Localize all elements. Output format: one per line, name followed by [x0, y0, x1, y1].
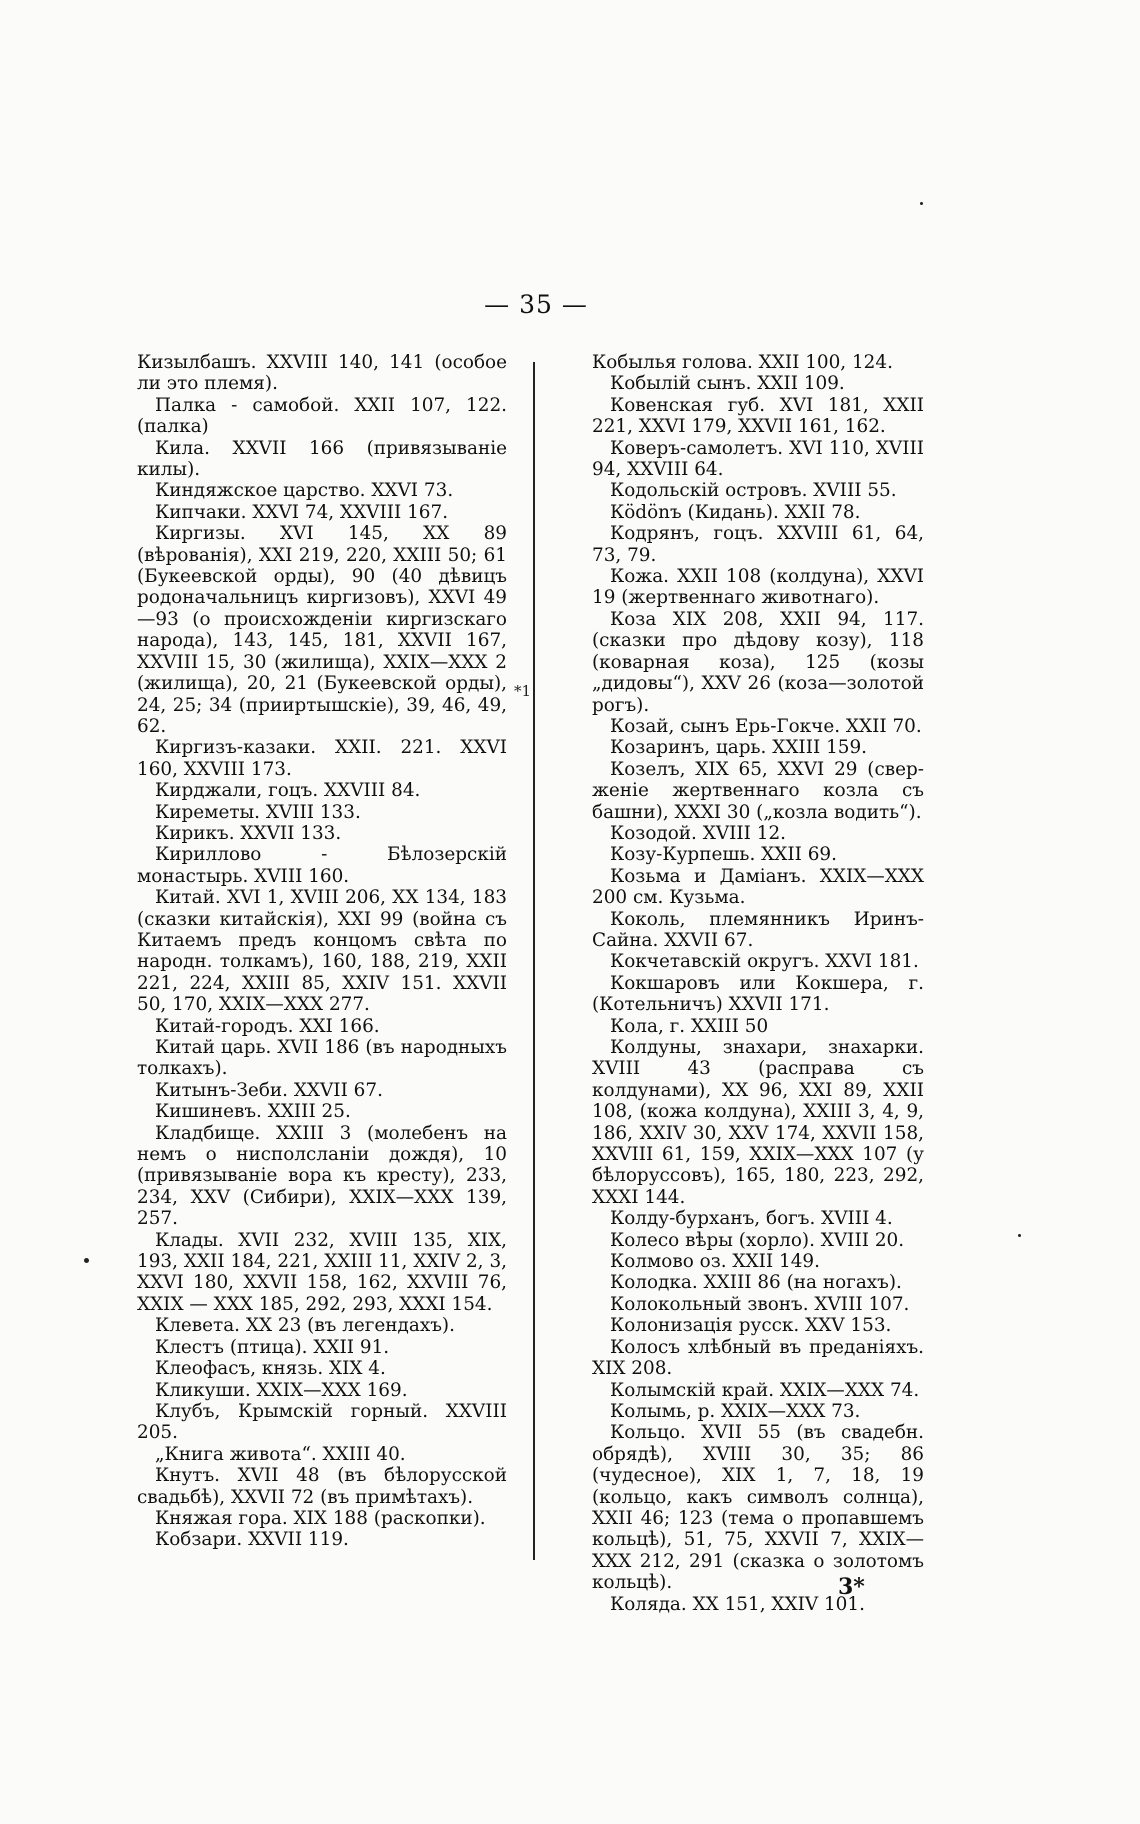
index-entry: Кила. XXVII 166 (привязываніе килы).: [137, 437, 507, 481]
index-entry: Козьма и Даміанъ. XXIX—XXX 200 см. Кузьма.: [592, 865, 924, 909]
index-entry: Колокольный звонъ. XVIII 107.: [610, 1293, 910, 1315]
index-entry: Палка - самобой. XXII 107, 122. (палка): [137, 394, 507, 438]
column-divider: [533, 362, 535, 1560]
index-column-left: [137, 352, 507, 1551]
index-entry: Козодой. XVIII 12.: [610, 822, 787, 844]
index-entry: Колесо вѣры (хорло). XVIII 20.: [610, 1229, 905, 1251]
index-entry: Киргизы. XVI 145, XX 89 (вѣрованія), XXI 219, 220, XXIII 50; 61 (Букеевской орды), 90 (40 дѣвицъ родоначальницъ киргизовъ), XXVI 49—93 (о происхожденіи киргизскаго народа), 143, 145, 181, XXVII 167, XXVIII 15, 30 (жилища), XXIX—XXX 2 (жилища), 20, 21 (Букеевской орды), 24, 25; 34 (прииртышскіе), 39, 46, 49, 62.: [137, 523, 507, 737]
index-entry: Кола, г. XXIII 50: [610, 1015, 769, 1037]
index-entry: Козаринъ, царь. XXIII 159.: [610, 737, 868, 759]
index-entry: Ковенская губ. XVI 181, XXII 221, XXVI 179, XXVII 161, 162.: [592, 394, 924, 438]
index-entry: „Книга живота“. XXIII 40.: [155, 1443, 406, 1465]
index-entry: Колонизація русск. XXV 153.: [610, 1315, 892, 1337]
index-entry: Кödönъ (Кидань). XXII 78.: [610, 501, 861, 523]
page-number: — 35 —: [484, 290, 588, 319]
index-entry: Колымь, р. XXIX—XXX 73.: [610, 1400, 861, 1422]
index-entry: Кокчетавскій округъ. XXVI 181.: [610, 951, 919, 973]
index-entry: Кнутъ. XVII 48 (въ бѣлорусской свадьбѣ), XXVII 72 (въ примѣтахъ).: [137, 1465, 507, 1508]
scan-speck: [920, 202, 923, 205]
index-entry: Козай, сынъ Ерь-Гокче. XXII 70.: [610, 715, 922, 737]
index-entry: Кольцо. XVII 55 (въ свадебн. обрядѣ), XVIII 30, 35; 86 (чудесное), XIX 1, 7, 18, 19 (кольцо, какъ символъ солнца), XXII 46; 123 (тема о пропавшемъ кольцѣ), 51, 75, XXVII 7, XXIX—XXX 212, 291 (сказка о золотомъ кольцѣ).: [592, 1422, 924, 1594]
index-entry: Китай-городъ. XXI 166.: [155, 1015, 380, 1037]
index-entry: Кобылій сынъ. XXII 109.: [610, 373, 845, 395]
index-entry: Кликуши. XXIX—XXX 169.: [155, 1379, 408, 1401]
index-entry: Киндяжское царство. XXVI 73.: [155, 480, 454, 502]
index-entry: Кобылья голова. XXII 100, 124.: [592, 352, 893, 373]
index-entry: Кипчаки. XXVI 74, XXVIII 167.: [155, 501, 449, 523]
index-entry: Клевета. XX 23 (въ легендахъ).: [155, 1315, 455, 1337]
index-column-right: [592, 352, 924, 1615]
index-entry: Киреметы. XVIII 133.: [155, 801, 361, 823]
scan-speck: [1018, 1234, 1021, 1237]
index-entry: Колодка. XXIII 86 (на ногахъ).: [610, 1272, 902, 1294]
index-entry: Кириллово - Бѣлозерскій монастырь. XVIII 160.: [137, 844, 507, 887]
index-entry: Кишиневъ. XXIII 25.: [155, 1101, 351, 1123]
index-entry: Киргизъ-казаки. XXII. 221. XXVI 160, XXVIII 173.: [137, 737, 507, 780]
index-entry: Коколь, племянникъ Иринъ-Сайна. XXVII 67.: [592, 908, 924, 951]
index-entry: Коза XIX 208, XXII 94, 117. (сказки про дѣдову козу), 118 (коварная коза), 125 (козы „дидовы“), XXV 26 (коза—золотой рогъ).: [592, 608, 924, 716]
index-entry: Кодрянъ, гоцъ. XXVIII 61, 64, 73, 79.: [592, 523, 924, 566]
index-entry: Козелъ, XIX 65, XXVI 29 (свер-женіе жертвеннаго козла съ башни), XXXI 30 („козла водить“).: [592, 758, 924, 823]
index-entry: Клестъ (птица). XXII 91.: [155, 1336, 390, 1358]
margin-note: *1: [514, 682, 532, 700]
index-entry: Кирикъ. XXVII 133.: [155, 822, 342, 844]
index-entry: Клеофасъ, князь. XIX 4.: [155, 1358, 386, 1380]
index-entry: Кирджали, гоцъ. XXVIII 84.: [155, 780, 421, 802]
index-entry: Кодольскій островъ. XVIII 55.: [610, 480, 897, 502]
index-entry: Колду-бурханъ, богъ. XVIII 4.: [610, 1208, 893, 1230]
index-entry: Кокшаровъ или Кокшера, г. (Котельничъ) XXVII 171.: [592, 972, 924, 1016]
scan-speck: [84, 1258, 89, 1263]
index-entry: Колымскій край. XXIX—XXX 74.: [610, 1379, 920, 1401]
index-entry: Колмово оз. XXII 149.: [610, 1251, 820, 1273]
index-entry: Китай. XVI 1, XVIII 206, XX 134, 183 (сказки китайскія), XXI 99 (война съ Китаемъ предъ концомъ свѣта по народн. толкамъ), 160, 188, 219, XXII 221, 224, XXIII 85, XXIV 151. XXVII 50, 170, XXIX—XXX 277.: [137, 887, 507, 1016]
index-entry: Клубъ, Крымскій горный. XXVIII 205.: [137, 1400, 507, 1444]
index-entry: Китай царь. XVII 186 (въ народныхъ толкахъ).: [137, 1037, 507, 1080]
index-entry: Княжая гора. XIX 188 (раскопки).: [155, 1507, 486, 1529]
signature-mark: 3*: [838, 1574, 865, 1600]
index-entry: Клады. XVII 232, XVIII 135, XIX, 193, XXII 184, 221, XXIII 11, XXIV 2, 3, XXVI 180, XXVII 158, 162, XXVIII 76, XXIX — XXX 185, 292, 293, XXXI 154.: [137, 1229, 507, 1315]
index-entry: Кладбище. XXIII 3 (молебенъ на немъ о нисполсланіи дождя), 10 (привязываніе вора къ кресту), 233, 234, XXV (Сибири), XXIX—XXX 139, 257.: [137, 1122, 507, 1230]
index-entry: Китынъ-Зеби. XXVII 67.: [155, 1079, 383, 1101]
index-entry: Кобзари. XXVII 119.: [155, 1529, 349, 1551]
index-entry: Коверъ-самолетъ. XVI 110, XVIII 94, XXVIII 64.: [592, 437, 924, 481]
index-entry: Коляда. XX 151, XXIV 101.: [610, 1593, 865, 1615]
index-entry: Колдуны, знахари, знахарки. XVIII 43 (расправа съ колдунами), XX 96, XXI 89, XXII 108, (кожа колдуна), XXIII 3, 4, 9, 186, XXIV 30, XXV 174, XXVII 158, XXVIII 61, 159, XXIX—XXX 107 (у бѣлоруссовъ), 165, 180, 223, 292, XXXI 144.: [592, 1037, 924, 1208]
index-entry: Козу-Курпешь. XXII 69.: [610, 844, 837, 866]
index-entry: Кожа. XXII 108 (колдуна), XXVI 19 (жертвеннаго животнаго).: [592, 566, 924, 609]
index-entry: Кизылбашъ. XXVIII 140, 141 (особое ли это племя).: [137, 352, 507, 395]
index-entry: Колосъ хлѣбный въ преданіяхъ. XIX 208.: [592, 1336, 924, 1380]
